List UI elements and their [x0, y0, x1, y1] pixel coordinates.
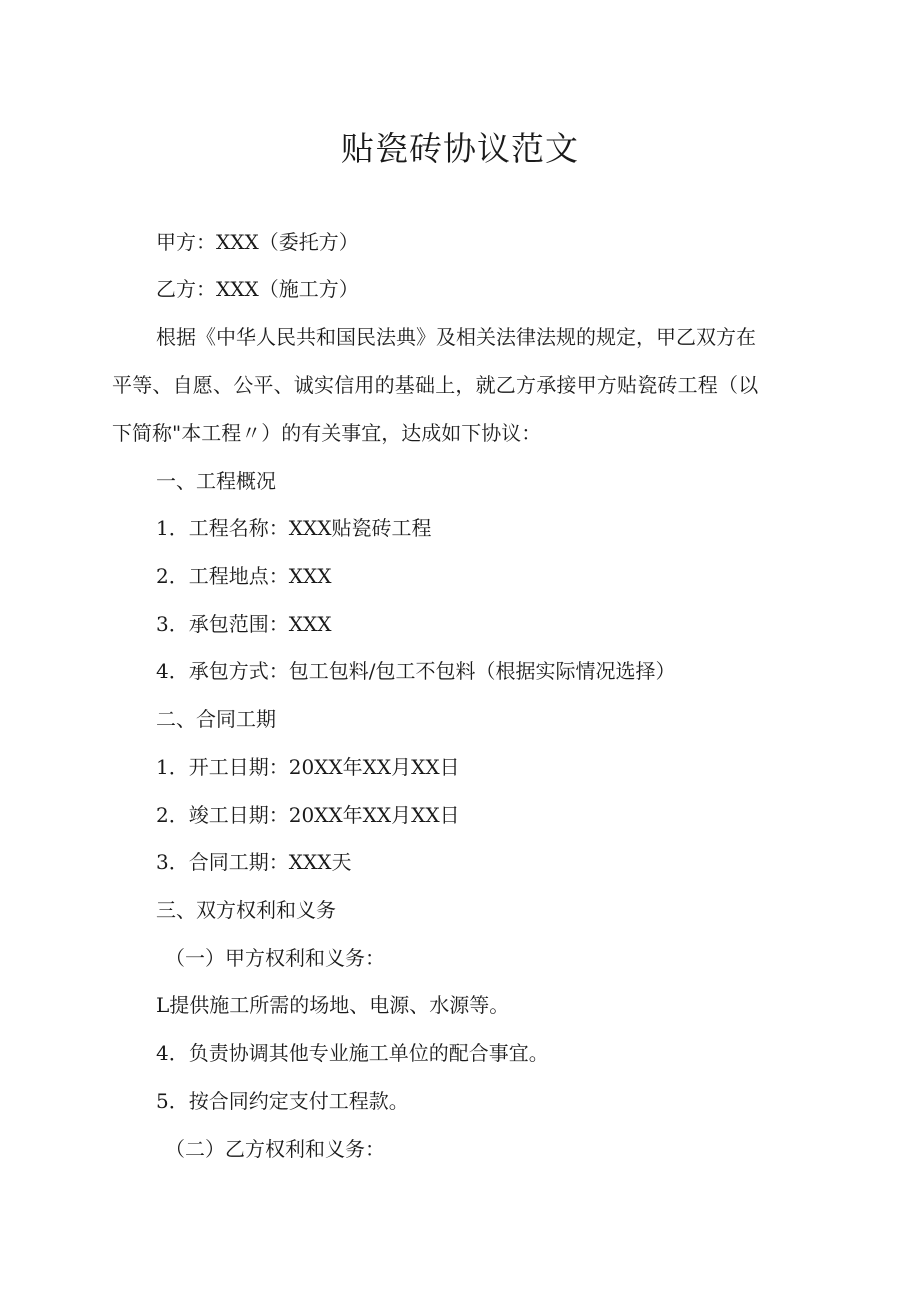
preamble-line-2: 平等、自愿、公平、诚实信用的基础上，就乙方承接甲方贴瓷砖工程（以 [112, 373, 759, 397]
preamble-line-1: 根据《中华人民共和国民法典》及相关法律法规的规定，甲乙双方在 [156, 325, 756, 349]
preamble-line-3: 下简称"本工程〃）的有关事宜，达成如下协议： [112, 421, 542, 445]
list-item: 2．竣工日期：20XX年XX月XX日 [156, 803, 460, 827]
list-item: 2．工程地点：XXX [156, 564, 332, 588]
section-heading-2: 二、合同工期 [156, 707, 276, 731]
party-b-line: 乙方：XXX（施工方） [156, 277, 359, 301]
section-heading-1: 一、工程概况 [156, 469, 276, 493]
list-item: L提供施工所需的场地、电源、水源等。 [156, 993, 510, 1017]
list-item: 5．按合同约定支付工程款。 [156, 1089, 409, 1113]
list-item: 3．承包范围：XXX [156, 612, 332, 636]
party-a-line: 甲方：XXX（委托方） [156, 230, 359, 254]
subsection-heading-a: （一）甲方权利和义务： [165, 946, 385, 970]
document-title: 贴瓷砖协议范文 [341, 129, 579, 168]
list-item: 4．承包方式：包工包料/包工不包料（根据实际情况选择） [156, 659, 676, 683]
list-item: 1．开工日期：20XX年XX月XX日 [156, 755, 460, 779]
list-item: 4．负责协调其他专业施工单位的配合事宜。 [156, 1041, 549, 1065]
list-item: 1．工程名称：XXX贴瓷砖工程 [156, 516, 432, 540]
list-item: 3．合同工期：XXX天 [156, 850, 352, 874]
section-heading-3: 三、双方权利和义务 [156, 898, 336, 922]
subsection-heading-b: （二）乙方权利和义务： [165, 1137, 385, 1161]
